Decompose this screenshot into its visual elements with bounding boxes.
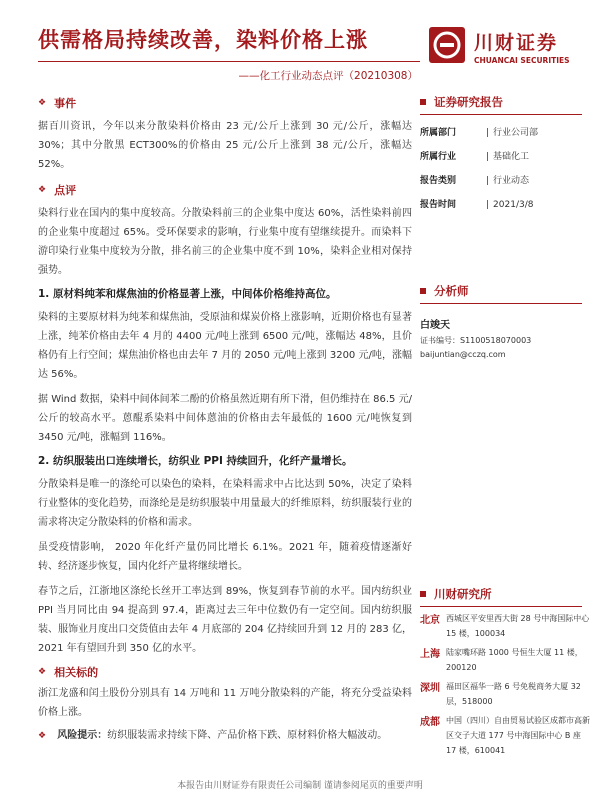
analyst-cert: 证书编号：S1100518070003: [420, 336, 532, 345]
info-row-department: 所属部门 | 行业公司部: [420, 127, 539, 138]
risk-line: [38, 726, 412, 746]
company-logo: [428, 26, 578, 72]
square-bullet-icon: [420, 99, 426, 105]
event-text: 据百川资讯，今年以来分散染料价格由 23 元/公斤上涨到 30 元/公斤，涨幅达 30%；其中分散黑 ECT300%的价格由 25 元/公斤上涨到 38 元/公斤，涨幅达 52%。: [38, 121, 412, 170]
point2-para1: 分散染料是唯一的涤纶可以染色的染料，在染料需求中占比达到 50%，决定了染料行业整体的变化趋势，而涤纶是是纺织服装中用量最大的纤维原料，纺织服装行业的需求将决定分散染料的价格和需求。: [38, 479, 412, 528]
report-info-panel: [420, 94, 582, 217]
point1-para2: 据 Wind 数据，染料中间体间苯二酚的价格虽然近期有所下滑，但仍维持在 86.5 元/公斤的较高水平。蒽醌系染料中间体蒽油的价格由去年最低的 1600 元/吨恢复到 3450 元/吨，涨幅到 116%。: [38, 394, 412, 443]
offices-heading: 川财研究所: [420, 586, 582, 607]
point1-para1: 染料的主要原材料为纯苯和煤焦油，受原油和煤炭价格上涨影响，近期价格也有显著上涨，纯苯价格由去年 4 月的 4400 元/吨上涨到 6500 元/吨，涨幅达 48%，且价格仍有上行空间；煤焦油价格也由去年 7 月的 2050 元/吨上涨到 3200 元/吨，涨幅达 56%。: [38, 312, 412, 380]
risk-label: 风险提示：: [57, 730, 108, 741]
analyst-email[interactable]: baijuntian@cczq.com: [420, 350, 506, 359]
analyst-panel: [420, 283, 582, 359]
analyst-heading: 分析师: [420, 283, 582, 304]
diamond-bullet-icon: ❖: [38, 731, 47, 741]
office-chengdu: 成都 中国（四川）自由贸易试验区成都市高新区交子大道 177 号中海国际中心 B 座 17 楼，610041: [420, 716, 590, 755]
risk-text: 纺织服装需求持续下降、产品价格下跌、原材料价格大幅波动。: [107, 730, 388, 741]
square-bullet-icon: [420, 288, 426, 294]
info-row-industry: 所属行业 | 基础化工: [420, 151, 530, 162]
point2-para2: 虽受疫情影响， 2020 年化纤产量仍同比增长 6.1%。2021 年，随着疫情逐渐好转、经济逐步恢复，国内化纤产量将继续增长。: [38, 542, 412, 572]
square-bullet-icon: [420, 591, 426, 597]
diamond-bullet-icon: ❖: [38, 185, 47, 195]
analyst-name: 白竣天: [420, 320, 450, 331]
main-content: [38, 95, 412, 746]
chuancai-logo-icon: [428, 26, 466, 64]
point2-heading: 2. 纺织服装出口连续增长，纺织业 PPI 持续回升，化纤产量增长。: [38, 455, 353, 467]
office-beijing: 北京 西城区平安里西大街 28 号中海国际中心 15 楼，100034: [420, 614, 590, 638]
office-shanghai: 上海 陆家嘴环路 1000 号恒生大厦 11 楼，200120: [420, 648, 583, 672]
diamond-bullet-icon: ❖: [38, 98, 47, 108]
logo-name-en: CHUANCAI SECURITIES: [474, 56, 570, 65]
report-info-rows: [420, 121, 582, 217]
section-targets-heading: ❖ 相关标的: [38, 666, 99, 679]
office-shenzhen: 深圳 福田区福华一路 6 号免税商务大厦 32 层，518000: [420, 682, 581, 706]
report-subtitle: ——化工行业动态点评（20210308）: [238, 70, 418, 82]
info-row-category: 报告类别 | 行业动态: [420, 175, 530, 186]
point1-heading: 1. 原材料纯苯和煤焦油的价格显著上涨，中间体价格维持高位。: [38, 288, 337, 300]
logo-name-cn: 川财证券: [474, 32, 559, 54]
point2-para3: 春节之后，江浙地区涤纶长丝开工率达到 89%，恢复到春节前的水平。国内纺织业 PPI 当月同比由 94 提高到 97.4，距离过去三年中位数仍有一定空间。国内纺织服装、服饰业月度出口交货值由去年 4 月底部的 204 亿持续回升到 12 月的 283 亿，2021 年有望回升到 350 亿的水平。: [38, 586, 412, 654]
targets-text: 浙江龙盛和闰土股份分别具有 14 万吨和 11 万吨分散染料的产能，将充分受益染料价格上涨。: [38, 688, 412, 718]
offices-panel: [420, 586, 590, 758]
section-comment-heading: ❖ 点评: [38, 184, 77, 197]
section-event-heading: ❖ 事件: [38, 97, 77, 110]
info-row-date: 报告时间 | 2021/3/8: [420, 199, 534, 210]
diamond-bullet-icon: ❖: [38, 667, 47, 677]
comment-text: 染料行业在国内的集中度较高。分散染料前三的企业集中度达 60%，活性染料前四的企业集中度超过 65%。受环保要求的影响，行业集中度有望继续提升。而染料下游印染行业集中度较为分散，排名前三的企业集中度不到 10%，染料企业相对保持强势。: [38, 208, 412, 276]
page-footer: 本报告由川财证券有限责任公司编制 谨请参阅尾页的重要声明: [177, 781, 423, 791]
report-info-heading: 证券研究报告: [420, 94, 582, 115]
report-title: 供需格局持续改善，染料价格上涨: [38, 28, 368, 52]
title-rule: [38, 61, 420, 62]
